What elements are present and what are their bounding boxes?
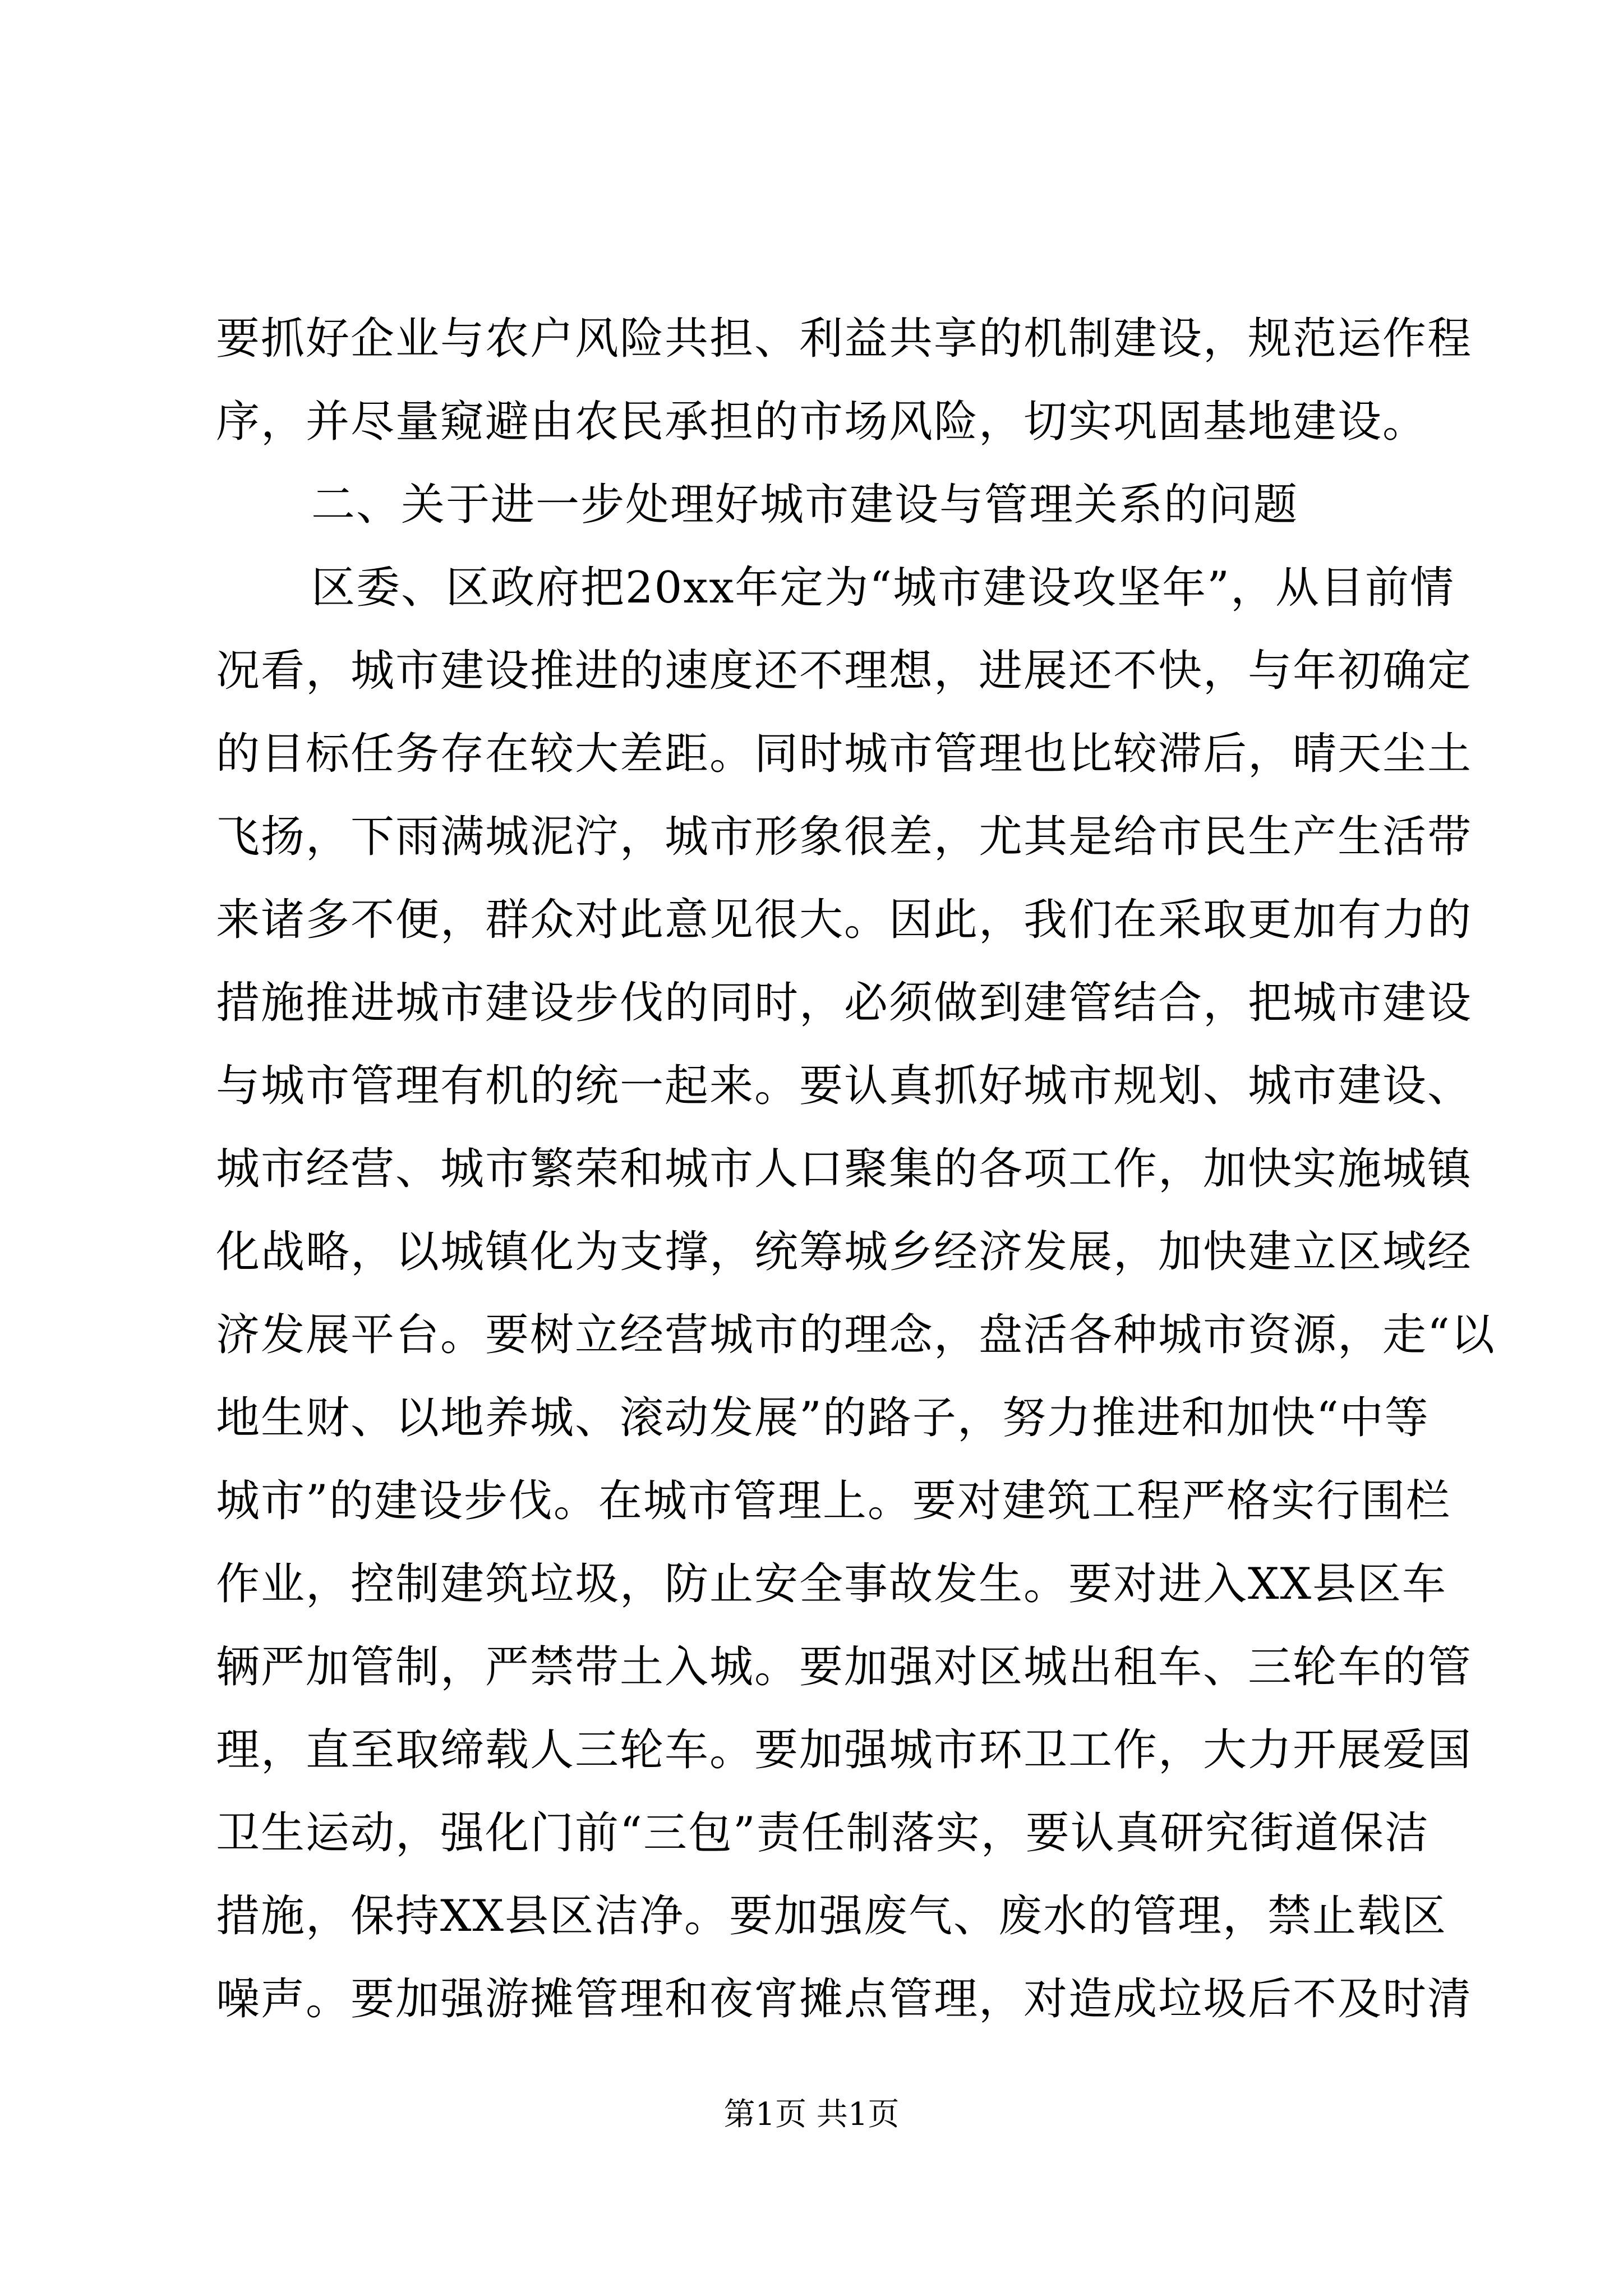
text-line: 措施，保持XX县区洁净。要加强废气、废水的管理，禁止载区 bbox=[216, 1891, 1447, 1941]
text-line: 噪声。要加强游摊管理和夜宵摊点管理，对造成垃圾后不及时清 bbox=[216, 1974, 1473, 2024]
text-line: 序，并尽量窥避由农民承担的市场风险，切实巩固基地建设。 bbox=[216, 397, 1428, 447]
text-line: 飞扬，下雨满城泥泞，城市形象很差，尤其是给市民生产生活带 bbox=[216, 812, 1473, 862]
text-line: 理，直至取缔载人三轮车。要加强城市环卫工作，大力开展爱国 bbox=[216, 1725, 1473, 1775]
text-line: 化战略，以城镇化为支撑，统筹城乡经济发展，加快建立区域经 bbox=[216, 1227, 1473, 1277]
text-line: 来诸多不便，群众对此意见很大。因此，我们在采取更加有力的 bbox=[216, 895, 1473, 945]
text-line: 城市”的建设步伐。在城市管理上。要对建筑工程严格实行围栏 bbox=[216, 1476, 1451, 1526]
text-line: 地生财、以地养城、滚动发展”的路子，努力推进和加快“中等 bbox=[216, 1393, 1430, 1443]
text-line: 辆严加管制，严禁带土入城。要加强对区城出租车、三轮车的管 bbox=[216, 1642, 1473, 1692]
text-line: 区委、区政府把20xx年定为“城市建设攻坚年”，从目前情 bbox=[311, 563, 1455, 613]
page-number-label: 第1页 共1页 bbox=[723, 2096, 900, 2133]
section-heading: 二、关于进一步处理好城市建设与管理关系的问题 bbox=[311, 480, 1299, 530]
text-line: 城市经营、城市繁荣和城市人口聚集的各项工作，加快实施城镇 bbox=[216, 1144, 1473, 1194]
text-line: 作业，控制建筑垃圾，防止安全事故发生。要对进入XX县区车 bbox=[216, 1559, 1447, 1609]
text-line: 济发展平台。要树立经营城市的理念，盘活各种城市资源，走“以 bbox=[216, 1310, 1496, 1360]
body-text bbox=[216, 297, 1496, 2041]
text-line: 卫生运动，强化门前“三包”责任制落实，要认真研究街道保洁 bbox=[216, 1808, 1430, 1858]
text-line: 的目标任务存在较大差距。同时城市管理也比较滞后，晴天尘土 bbox=[216, 729, 1473, 779]
text-line: 要抓好企业与农户风险共担、利益共享的机制建设，规范运作程 bbox=[216, 314, 1473, 364]
text-line: 与城市管理有机的统一起来。要认真抓好城市规划、城市建设、 bbox=[216, 1061, 1473, 1111]
text-line: 况看，城市建设推进的速度还不理想，进展还不快，与年初确定 bbox=[216, 646, 1473, 696]
page-footer bbox=[0, 2095, 1623, 2134]
text-line: 措施推进城市建设步伐的同时，必须做到建管结合，把城市建设 bbox=[216, 978, 1473, 1028]
